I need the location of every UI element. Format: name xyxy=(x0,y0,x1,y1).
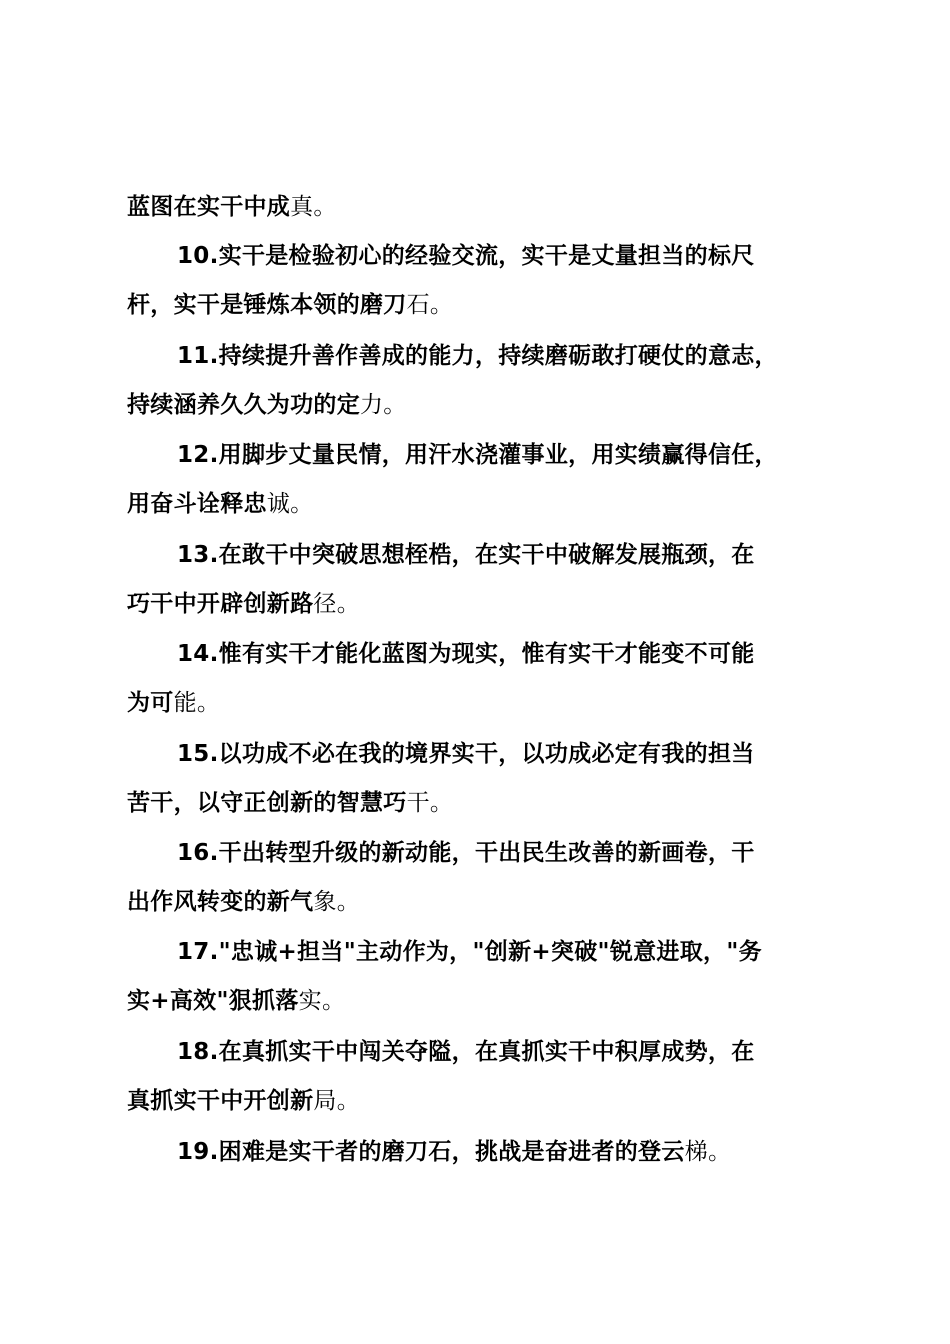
text-line: 16.干出转型升级的新动能，干出民生改善的新画卷，干 xyxy=(177,840,755,866)
text-line: 实+高效"狠抓落实。 xyxy=(127,988,346,1014)
text-line: 用奋斗诠释忠诚。 xyxy=(127,491,314,517)
text-line: 13.在敢干中突破思想桎梏，在实干中破解发展瓶颈，在 xyxy=(177,542,755,568)
text-line: 12.用脚步丈量民情，用汗水浇灌事业，用实绩赢得信任， xyxy=(177,442,778,468)
text-line: 苦干，以守正创新的智慧巧干。 xyxy=(127,790,454,816)
text-line: 为可能。 xyxy=(127,690,221,716)
text-line: 19.困难是实干者的磨刀石，挑战是奋进者的登云梯。 xyxy=(177,1139,732,1165)
text-line: 10.实干是检验初心的经验交流，实干是丈量担当的标尺 xyxy=(177,243,755,269)
text-line: 持续涵养久久为功的定力。 xyxy=(127,392,407,418)
text-line: 真抓实干中开创新局。 xyxy=(127,1088,361,1114)
text-line: 14.惟有实干才能化蓝图为现实，惟有实干才能变不可能 xyxy=(177,641,755,667)
text-line: 11.持续提升善作善成的能力，持续磨砺敢打硬仗的意志， xyxy=(177,343,778,369)
text-line: 巧干中开辟创新路径。 xyxy=(127,591,361,617)
text-line: 出作风转变的新气象。 xyxy=(127,889,361,915)
text-line: 15.以功成不必在我的境界实干，以功成必定有我的担当 xyxy=(177,741,755,767)
text-line: 杆，实干是锤炼本领的磨刀石。 xyxy=(127,292,454,318)
text-line: 17."忠诚+担当"主动作为，"创新+突破"锐意进取，"务 xyxy=(177,939,762,965)
text-line: 蓝图在实干中成真。 xyxy=(127,194,337,220)
text-line: 18.在真抓实干中闯关夺隘，在真抓实干中积厚成势，在 xyxy=(177,1039,755,1065)
